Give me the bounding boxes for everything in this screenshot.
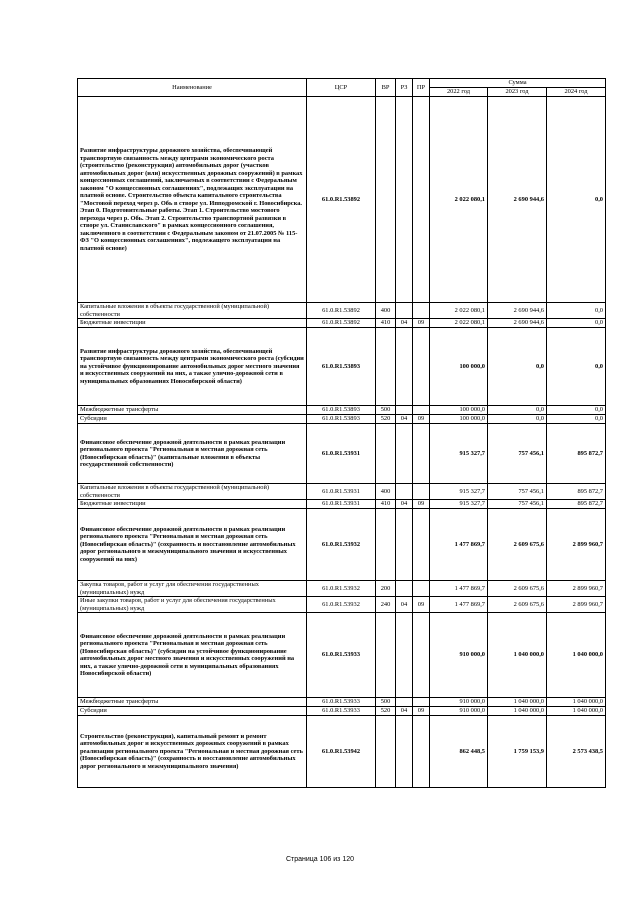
cell-rz: 04 (396, 707, 413, 716)
cell-rz (396, 581, 413, 597)
cell-pr (413, 97, 430, 303)
cell-2022: 100 000,0 (430, 406, 488, 415)
cell-pr: 09 (413, 707, 430, 716)
cell-rz (396, 613, 413, 698)
header-vr: ВР (376, 79, 396, 97)
cell-2023: 0,0 (488, 328, 547, 406)
cell-2023: 757 456,1 (488, 500, 547, 509)
cell-rz: 04 (396, 319, 413, 328)
cell-csr: 61.0.R1.53931 (307, 424, 376, 484)
cell-pr: 09 (413, 319, 430, 328)
cell-name: Бюджетные инвестиции (78, 500, 307, 509)
table-row (78, 716, 606, 788)
cell-2022: 862 448,5 (430, 716, 488, 788)
cell-rz (396, 424, 413, 484)
cell-2023: 2 609 675,6 (488, 581, 547, 597)
cell-name: Субсидии (78, 415, 307, 424)
cell-pr: 09 (413, 415, 430, 424)
cell-vr: 400 (376, 303, 396, 319)
cell-name: Бюджетные инвестиции (78, 319, 307, 328)
page-number: Страница 106 из 120 (285, 856, 355, 863)
table-row (78, 319, 606, 328)
header-name: Наименование (78, 79, 307, 97)
cell-2024: 0,0 (547, 328, 606, 406)
table-row (78, 581, 606, 597)
cell-csr: 61.0.R1.53893 (307, 328, 376, 406)
header-sum: Сумма (430, 79, 606, 88)
cell-2022: 2 022 080,1 (430, 303, 488, 319)
header-pr: ПР (413, 79, 430, 97)
cell-vr: 200 (376, 581, 396, 597)
cell-name: Межбюджетные трансферты (78, 406, 307, 415)
cell-pr (413, 484, 430, 500)
header-year-2024: 2024 год (547, 88, 606, 97)
cell-2024: 2 573 438,5 (547, 716, 606, 788)
cell-rz (396, 97, 413, 303)
cell-2022: 910 000,0 (430, 613, 488, 698)
cell-vr: 400 (376, 484, 396, 500)
cell-csr: 61.0.R1.53933 (307, 698, 376, 707)
cell-csr: 61.0.R1.53942 (307, 716, 376, 788)
cell-vr (376, 716, 396, 788)
cell-name: Финансовое обеспечение дорожной деятельности в рамках реализации регионального проекта "Региональная и местная дорожная сеть (Новосибирская область)" (сохранность и восстановление автомобильных дорог регионального и межмуниципального значения и искусственных сооружений на них) (78, 509, 307, 581)
cell-2023: 757 456,1 (488, 424, 547, 484)
table-row (78, 303, 606, 319)
cell-2022: 1 477 869,7 (430, 581, 488, 597)
cell-2024: 2 899 960,7 (547, 509, 606, 581)
cell-csr: 61.0.R1.53931 (307, 500, 376, 509)
cell-pr (413, 613, 430, 698)
cell-name: Капитальные вложения в объекты государственной (муниципальной) собственности (78, 303, 307, 319)
table-row (78, 415, 606, 424)
cell-pr (413, 716, 430, 788)
cell-pr (413, 581, 430, 597)
cell-vr: 520 (376, 707, 396, 716)
cell-2023: 2 609 675,6 (488, 509, 547, 581)
cell-csr: 61.0.R1.53893 (307, 415, 376, 424)
table-row (78, 509, 606, 581)
cell-2024: 1 040 000,0 (547, 698, 606, 707)
cell-2023: 2 690 944,6 (488, 97, 547, 303)
cell-csr: 61.0.R1.53892 (307, 319, 376, 328)
cell-rz (396, 303, 413, 319)
cell-2022: 910 000,0 (430, 698, 488, 707)
cell-pr: 09 (413, 500, 430, 509)
cell-vr (376, 424, 396, 484)
cell-vr (376, 328, 396, 406)
cell-name: Межбюджетные трансферты (78, 698, 307, 707)
cell-name: Финансовое обеспечение дорожной деятельности в рамках реализации регионального проекта "Региональная и местная дорожная сеть (Новосибирская область)" (субсидии на устойчивое функционирование автомобильных дорог местного значения и искусственных сооружений на них, а также улично-дорожной сети в муниципальных образованиях Новосибирской области) (78, 613, 307, 698)
cell-2023: 1 040 000,0 (488, 613, 547, 698)
cell-2023: 0,0 (488, 415, 547, 424)
cell-2024: 895 872,7 (547, 424, 606, 484)
cell-vr: 240 (376, 597, 396, 613)
cell-pr (413, 698, 430, 707)
cell-name: Развитие инфраструктуры дорожного хозяйства, обеспечивающей транспортную связанность между центрами экономического роста (строительство (реконструкция) автомобильных дорог (участков автомобильных дорог (или) искусственных дорожных сооружений) в рамках концессионных соглашений, заключаемых в соответствии с Федеральным законом "О концессионных соглашениях", подлежащих эксплуатации на платной основе. Строительство объекта капитального строительства "Мостовой переход через р. Обь в створе ул. Ипподромской г. Новосибирска. Этап 0. Подготовительные работы. Этап 1. Строительство мостового перехода через р. Обь. Этап 2. Строительство транспортной развязки в створе ул. Станиславского" в рамках концессионного соглашения, заключенного в соответствии с Федеральным законом от 21.07.2005 № 115-ФЗ "О концессионных соглашениях", подлежащего эксплуатации на платной основе) (78, 97, 307, 303)
header-year-2023: 2023 год (488, 88, 547, 97)
cell-2024: 0,0 (547, 415, 606, 424)
cell-pr: 09 (413, 597, 430, 613)
cell-2024: 2 899 960,7 (547, 597, 606, 613)
table-row (78, 97, 606, 303)
table-row (78, 707, 606, 716)
cell-name: Строительство (реконструкция), капитальный ремонт и ремонт автомобильных дорог и искусственных дорожных сооружений в рамках реализации регионального проекта "Региональная и местная дорожная сеть (Новосибирская область)" (сохранность и восстановление автомобильных дорог регионального и межмуниципального значения) (78, 716, 307, 788)
cell-2022: 1 477 869,7 (430, 509, 488, 581)
cell-rz (396, 406, 413, 415)
cell-pr (413, 303, 430, 319)
table-row (78, 484, 606, 500)
cell-2024: 1 040 000,0 (547, 707, 606, 716)
cell-2024: 0,0 (547, 97, 606, 303)
header-rz: РЗ (396, 79, 413, 97)
cell-2023: 1 040 000,0 (488, 698, 547, 707)
cell-2022: 2 022 080,1 (430, 319, 488, 328)
cell-2024: 895 872,7 (547, 500, 606, 509)
cell-2024: 0,0 (547, 319, 606, 328)
cell-pr (413, 406, 430, 415)
cell-2024: 0,0 (547, 303, 606, 319)
table-row (78, 597, 606, 613)
cell-name: Закупка товаров, работ и услуг для обеспечения государственных (муниципальных) нужд (78, 581, 307, 597)
cell-csr: 61.0.R1.53892 (307, 303, 376, 319)
cell-2023: 2 690 944,6 (488, 303, 547, 319)
cell-vr: 410 (376, 500, 396, 509)
cell-vr (376, 97, 396, 303)
cell-2023: 757 456,1 (488, 484, 547, 500)
cell-2024: 0,0 (547, 406, 606, 415)
table-row (78, 613, 606, 698)
cell-name: Капитальные вложения в объекты государственной (муниципальной) собственности (78, 484, 307, 500)
cell-csr: 61.0.R1.53932 (307, 509, 376, 581)
cell-rz: 04 (396, 415, 413, 424)
cell-2022: 2 022 080,1 (430, 97, 488, 303)
cell-name: Иные закупки товаров, работ и услуг для обеспечения государственных (муниципальных) нужд (78, 597, 307, 613)
cell-2023: 1 040 000,0 (488, 707, 547, 716)
table-row (78, 328, 606, 406)
cell-2022: 910 000,0 (430, 707, 488, 716)
cell-rz (396, 328, 413, 406)
cell-csr: 61.0.R1.53932 (307, 597, 376, 613)
cell-pr (413, 509, 430, 581)
cell-2023: 2 690 944,6 (488, 319, 547, 328)
cell-2023: 2 609 675,6 (488, 597, 547, 613)
table-row (78, 406, 606, 415)
cell-csr: 61.0.R1.53892 (307, 97, 376, 303)
cell-rz: 04 (396, 597, 413, 613)
cell-vr: 410 (376, 319, 396, 328)
cell-2024: 895 872,7 (547, 484, 606, 500)
cell-2023: 0,0 (488, 406, 547, 415)
table-body (78, 97, 606, 788)
header-csr: ЦСР (307, 79, 376, 97)
cell-pr (413, 328, 430, 406)
cell-csr: 61.0.R1.53932 (307, 581, 376, 597)
cell-pr (413, 424, 430, 484)
cell-vr: 500 (376, 698, 396, 707)
cell-2023: 1 759 153,9 (488, 716, 547, 788)
cell-csr: 61.0.R1.53893 (307, 406, 376, 415)
cell-2022: 915 327,7 (430, 424, 488, 484)
cell-csr: 61.0.R1.53933 (307, 707, 376, 716)
cell-csr: 61.0.R1.53933 (307, 613, 376, 698)
cell-rz (396, 716, 413, 788)
cell-name: Субсидии (78, 707, 307, 716)
cell-2022: 1 477 869,7 (430, 597, 488, 613)
cell-2022: 100 000,0 (430, 415, 488, 424)
cell-rz (396, 509, 413, 581)
budget-table (77, 78, 606, 788)
cell-2022: 915 327,7 (430, 484, 488, 500)
cell-name: Финансовое обеспечение дорожной деятельности в рамках реализации регионального проекта "Региональная и местная дорожная сеть (Новосибирская область)" (капитальные вложения в объекты государственной собственности) (78, 424, 307, 484)
cell-vr (376, 509, 396, 581)
cell-2024: 2 899 960,7 (547, 581, 606, 597)
cell-csr: 61.0.R1.53931 (307, 484, 376, 500)
cell-2022: 915 327,7 (430, 500, 488, 509)
table-row (78, 698, 606, 707)
cell-rz: 04 (396, 500, 413, 509)
cell-2024: 1 040 000,0 (547, 613, 606, 698)
cell-rz (396, 698, 413, 707)
cell-rz (396, 484, 413, 500)
table-row (78, 500, 606, 509)
cell-2022: 100 000,0 (430, 328, 488, 406)
cell-vr (376, 613, 396, 698)
cell-name: Развитие инфраструктуры дорожного хозяйства, обеспечивающей транспортную связанность между центрами экономического роста (субсидии на устойчивое функционирование автомобильных дорог местного значения и искусственных сооружений на них, а также улично-дорожной сети в муниципальных образованиях Новосибирской области) (78, 328, 307, 406)
cell-vr: 500 (376, 406, 396, 415)
header-year-2022: 2022 год (430, 88, 488, 97)
cell-vr: 520 (376, 415, 396, 424)
table-row (78, 424, 606, 484)
